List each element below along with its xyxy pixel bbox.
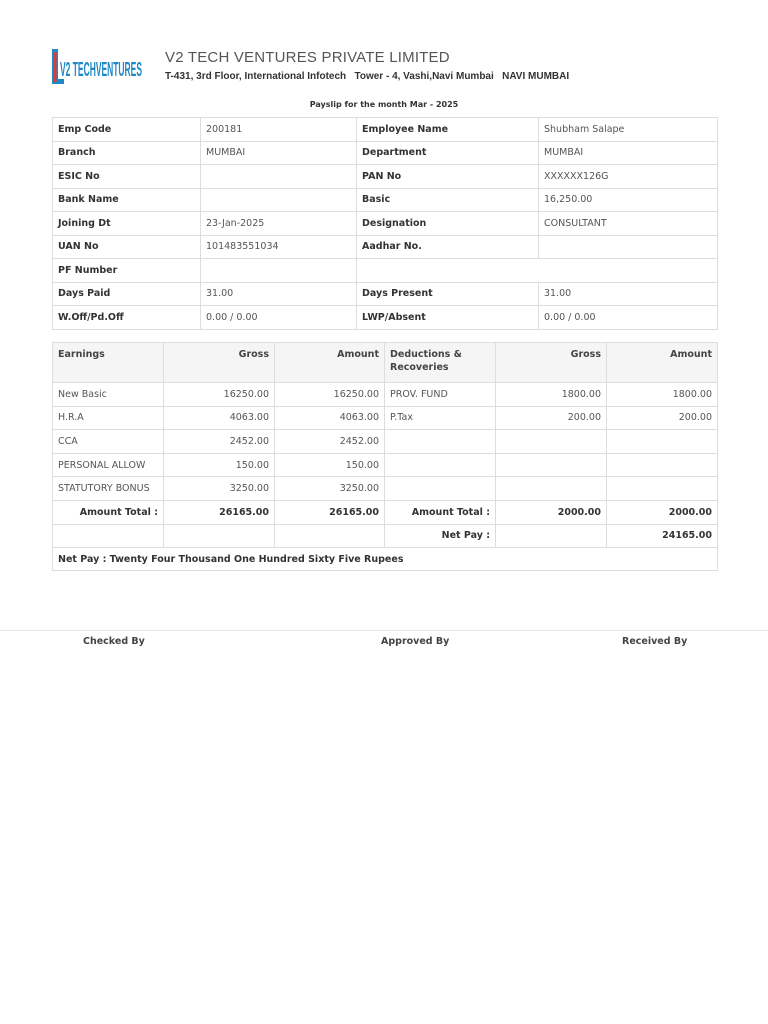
designation-value: CONSULTANT [539,212,718,236]
earning-gross: 2452.00 [164,430,275,454]
table-row [53,282,718,306]
earning-amount: 3250.00 [275,477,385,501]
emp-code-label: Emp Code [53,118,201,142]
earning-name: CCA [53,430,164,454]
days-present-value: 31.00 [539,282,718,306]
company-name: V2 TECH VENTURES PRIVATE LIMITED [165,49,450,66]
deductions-header-line2: Recoveries [390,362,449,373]
branch-value: MUMBAI [201,141,357,165]
table-row [53,118,718,142]
department-value: MUMBAI [539,141,718,165]
pf-label: PF Number [53,259,201,283]
employee-info-table [52,117,718,330]
deduction-amount [607,430,718,454]
company-address: T-431, 3rd Floor, International Infotech Tower - 4, Vashi,Navi Mumbai NAVI MUMBAI [165,71,570,82]
pan-label: PAN No [357,165,539,189]
esic-label: ESIC No [53,165,201,189]
payslip-title: Payslip for the month Mar - 2025 [309,100,459,109]
days-paid-label: Days Paid [53,282,201,306]
basic-label: Basic [357,188,539,212]
earning-gross: 150.00 [164,453,275,477]
net-pay-value: 24165.00 [607,524,718,548]
deduction-amount-header: Amount [607,343,718,383]
deductions-header-line1: Deductions & [390,349,462,360]
net-pay-row [53,524,718,548]
table-row [53,165,718,189]
net-pay-words: Net Pay : Twenty Four Thousand One Hundred Sixty Five Rupees [53,548,718,571]
emp-code-value: 200181 [201,118,357,142]
approved-by-label: Approved By [381,636,450,647]
earnings-total-label: Amount Total : [53,500,164,524]
employee-name-label: Employee Name [357,118,539,142]
deduction-name: P.Tax [385,406,496,430]
employee-name-value: Shubham Salape [539,118,718,142]
joining-label: Joining Dt [53,212,201,236]
woff-value: 0.00 / 0.00 [201,306,357,330]
deductions-header [385,343,496,383]
net-pay-words-row [53,548,718,571]
deductions-total-amount: 2000.00 [607,500,718,524]
amount-header: Amount [275,343,385,383]
earning-name: STATUTORY BONUS [53,477,164,501]
table-row [53,141,718,165]
checked-by-label: Checked By [83,636,145,647]
table-row [53,235,718,259]
company-logo [50,46,144,86]
table-row [53,259,718,283]
net-pay-label: Net Pay : [385,524,496,548]
earning-amount: 4063.00 [275,406,385,430]
table-row [53,188,718,212]
earnings-header: Earnings [53,343,164,383]
received-by-label: Received By [622,636,688,647]
woff-label: W.Off/Pd.Off [53,306,201,330]
table-row [53,406,718,430]
uan-value: 101483551034 [201,235,357,259]
pf-value [201,259,357,283]
table-header-row [53,343,718,383]
deduction-gross: 200.00 [496,406,607,430]
bank-value [201,188,357,212]
empty-cell [496,524,607,548]
earnings-total-gross: 26165.00 [164,500,275,524]
logo-text: V2 TECHVENTURES [60,59,142,81]
lwp-label: LWP/Absent [357,306,539,330]
earning-gross: 3250.00 [164,477,275,501]
deduction-name: PROV. FUND [385,383,496,407]
department-label: Department [357,141,539,165]
earnings-total-amount: 26165.00 [275,500,385,524]
days-present-label: Days Present [357,282,539,306]
deduction-name [385,477,496,501]
deduction-amount: 1800.00 [607,383,718,407]
total-row [53,500,718,524]
earnings-deductions-table [52,342,718,571]
branch-label: Branch [53,141,201,165]
signature-divider [0,630,768,631]
table-row [53,453,718,477]
earning-gross: 4063.00 [164,406,275,430]
deductions-total-gross: 2000.00 [496,500,607,524]
aadhar-value [539,235,718,259]
earning-amount: 150.00 [275,453,385,477]
days-paid-value: 31.00 [201,282,357,306]
deduction-gross [496,453,607,477]
pan-value: XXXXXX126G [539,165,718,189]
empty-cell [53,524,164,548]
deduction-gross [496,477,607,501]
bank-label: Bank Name [53,188,201,212]
table-row [53,430,718,454]
earning-name: PERSONAL ALLOW [53,453,164,477]
deduction-amount [607,453,718,477]
table-row [53,383,718,407]
table-row [53,212,718,236]
deduction-gross: 1800.00 [496,383,607,407]
deduction-gross-header: Gross [496,343,607,383]
empty-cell [275,524,385,548]
earning-gross: 16250.00 [164,383,275,407]
esic-value [201,165,357,189]
aadhar-label: Aadhar No. [357,235,539,259]
uan-label: UAN No [53,235,201,259]
earning-amount: 16250.00 [275,383,385,407]
designation-label: Designation [357,212,539,236]
deduction-amount [607,477,718,501]
joining-value: 23-Jan-2025 [201,212,357,236]
empty-cell [164,524,275,548]
lwp-value: 0.00 / 0.00 [539,306,718,330]
gross-header: Gross [164,343,275,383]
table-row [53,306,718,330]
earning-name: New Basic [53,383,164,407]
empty-cell [357,259,718,283]
deduction-gross [496,430,607,454]
deduction-name [385,430,496,454]
deductions-total-label: Amount Total : [385,500,496,524]
earning-name: H.R.A [53,406,164,430]
table-row [53,477,718,501]
basic-value: 16,250.00 [539,188,718,212]
deduction-name [385,453,496,477]
deduction-amount: 200.00 [607,406,718,430]
earning-amount: 2452.00 [275,430,385,454]
